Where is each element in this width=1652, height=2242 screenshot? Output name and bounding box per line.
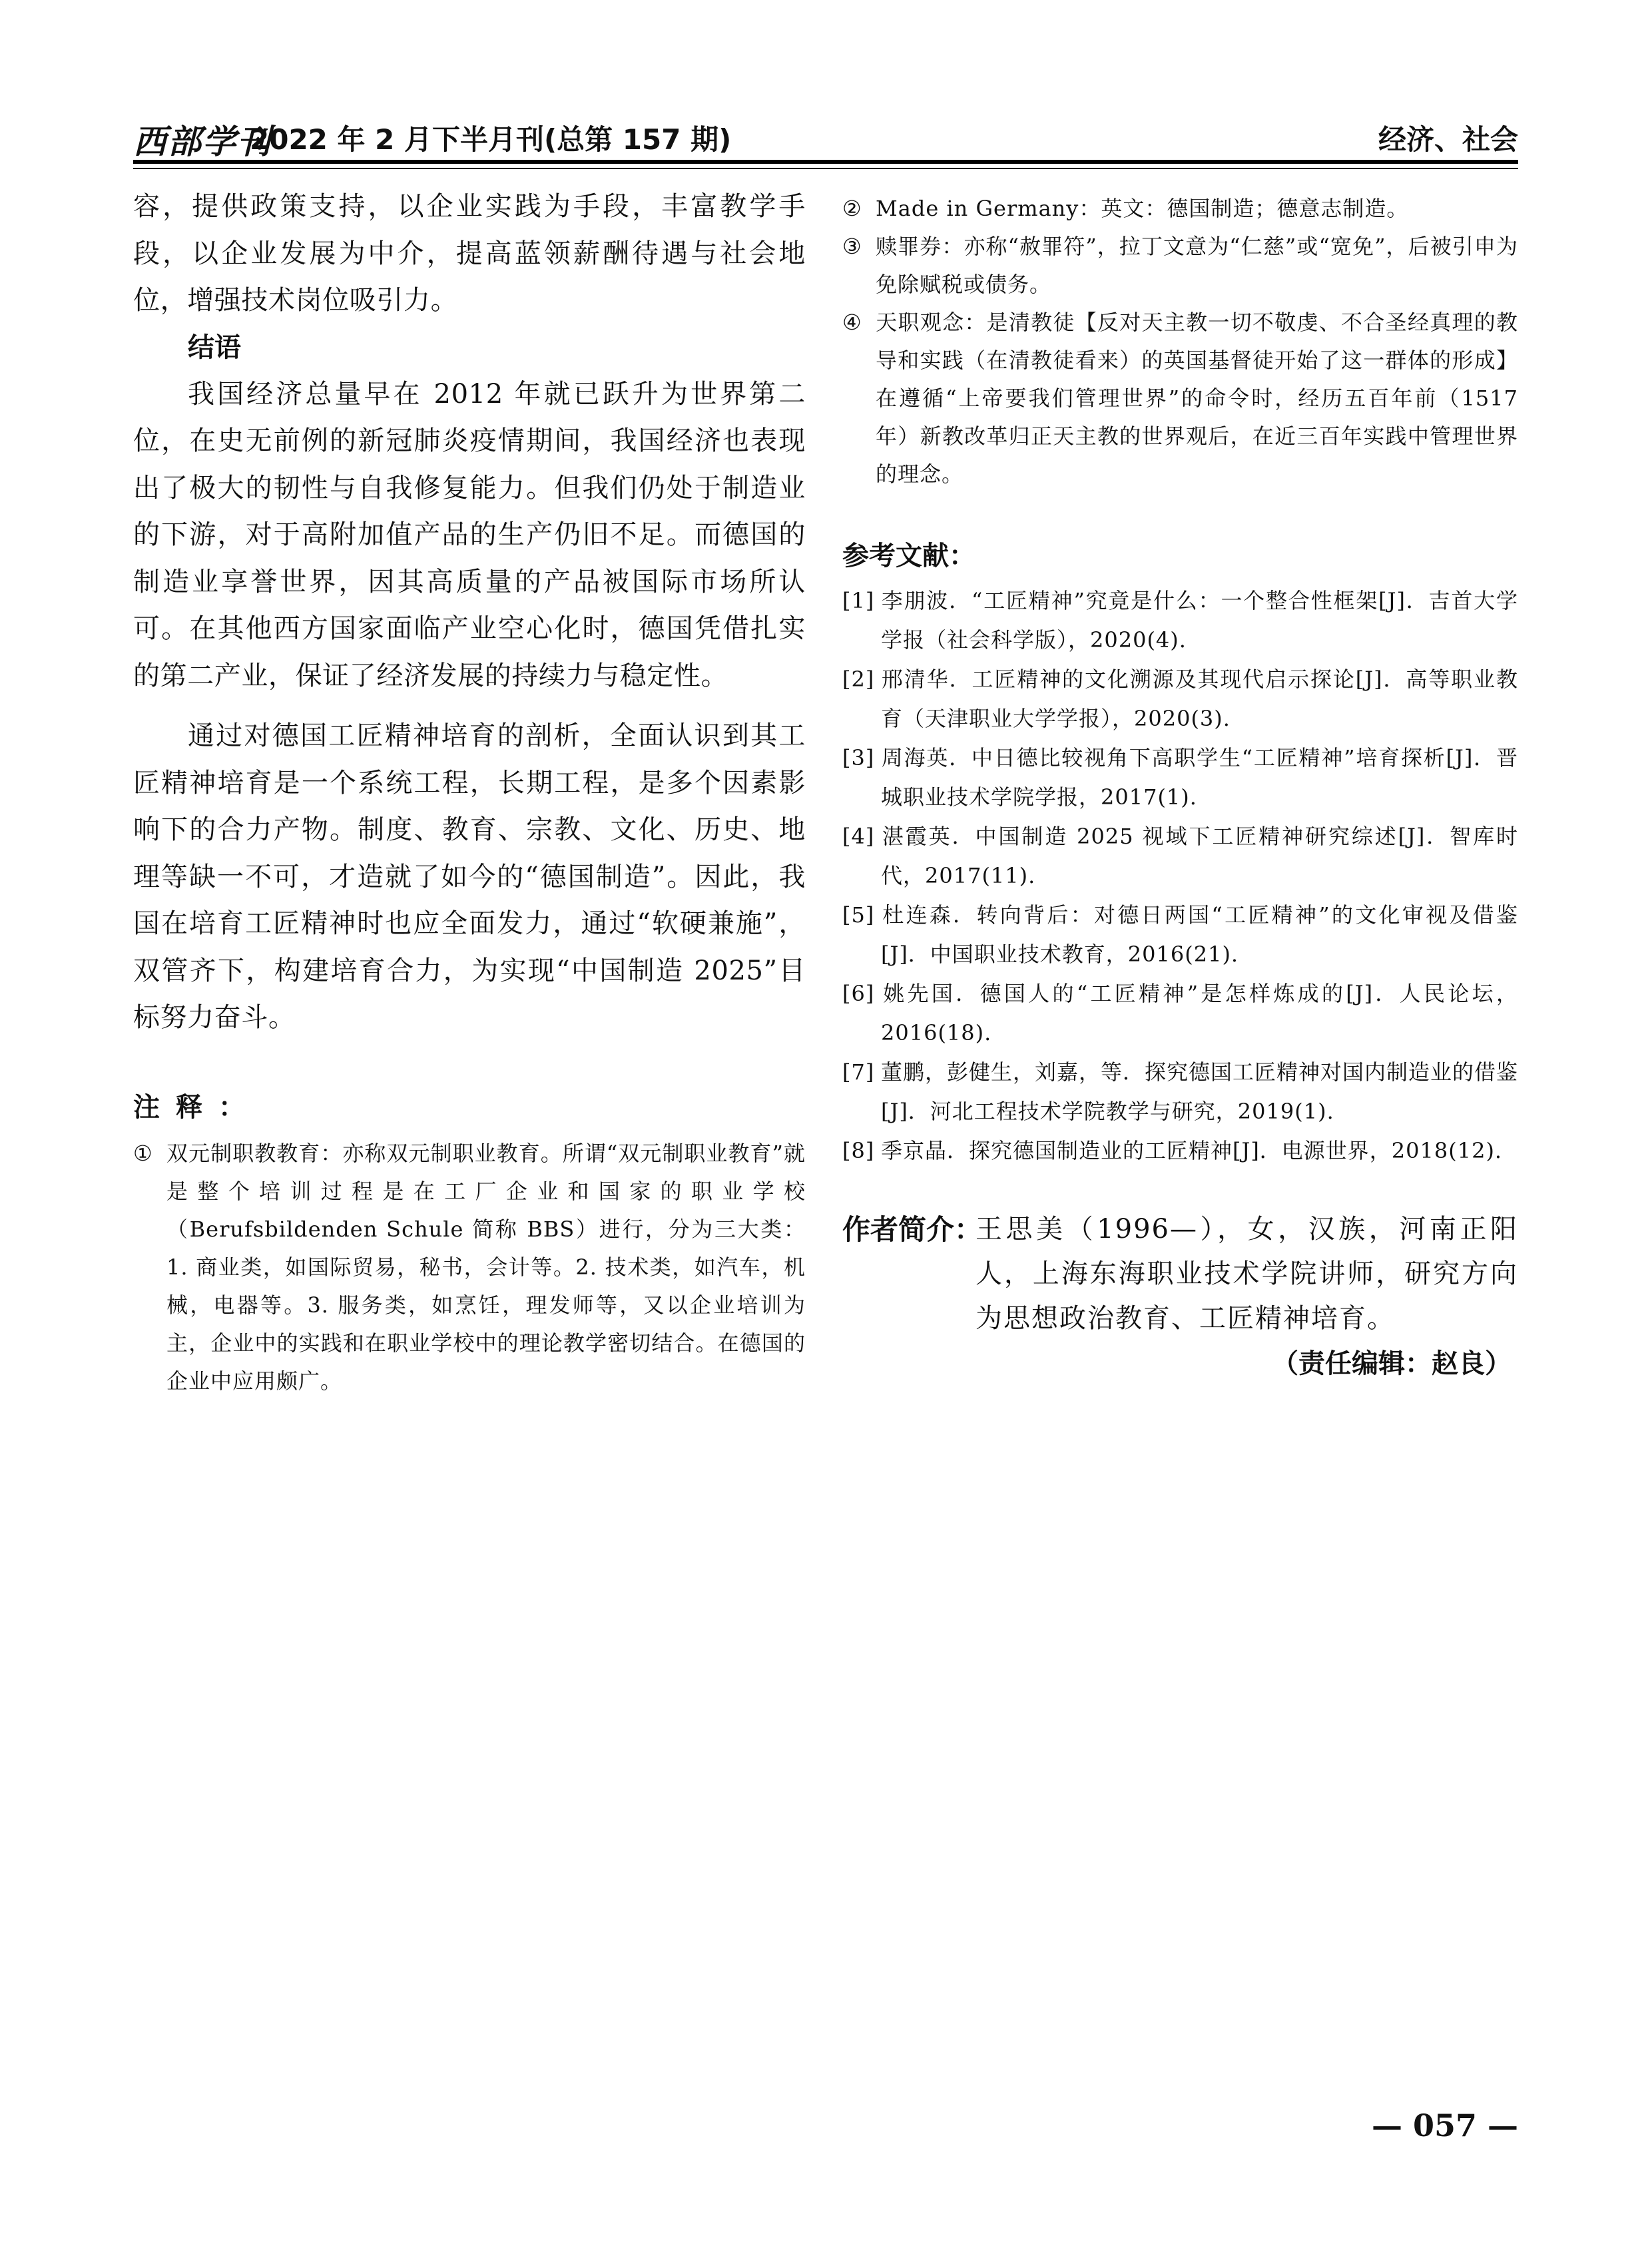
references-heading: 参考文献： bbox=[842, 541, 975, 571]
reference-text: 周海英．中日德比较视角下高职学生“工匠精神”培育探析[J]．晋城职业技术学院学报，2017(1). bbox=[881, 745, 1518, 810]
footnote-text: 双元制职教教育：亦称双元制职业教育。所谓“双元制职业教育”就是整个培训过程是在工厂企业和国家的职业学校（Berufsbildenden Schule 简称 BBS）进行，分为三大类：1. 商业类，如国际贸易，秘书，会计等。2. 技术类，如汽车，机械，电器等。3. 服务类，如烹饪，理发师等，又以企业培训为主，企业中的实践和在职业学校中的理论教学密切结合。在德国的企业中应用颇广。 bbox=[166, 1140, 806, 1394]
footnote-number: ④ bbox=[842, 310, 862, 335]
body-paragraph-3: 通过对德国工匠精神培育的剖析，全面认识到其工匠精神培育是一个系统工程，长期工程，是多个因素影响下的合力产物。制度、教育、宗教、文化、历史、地理等缺一不可，才造就了如今的“德国制造”。因此，我国在培育工匠精神时也应全面发力，通过“软硬兼施”，双管齐下，构建培育合力，为实现“中国制造 2025”目标努力奋斗。 bbox=[133, 720, 806, 1033]
body-paragraph-2: 我国经济总量早在 2012 年就已跃升为世界第二位，在史无前例的新冠肺炎疫情期间，我国经济也表现出了极大的韧性与自我修复能力。但我们仍处于制造业的下游，对于高附加值产品的生产仍旧不足。而德国的制造业享誉世界，因其高质量的产品被国际市场所认可。在其他西方国家面临产业空心化时，德国凭借扎实的第二产业，保证了经济发展的持续力与稳定性。 bbox=[133, 378, 806, 691]
running-header bbox=[133, 110, 1518, 161]
footnote-number: ③ bbox=[842, 234, 862, 259]
conclusion-heading: 结语 bbox=[188, 332, 241, 363]
author-bio-text: 王思美（1996—），女，汉族，河南正阳人，上海东海职业技术学院讲师，研究方向为思想政治教育、工匠精神培育。 bbox=[975, 1214, 1518, 1334]
reference-item bbox=[842, 1053, 1518, 1131]
reference-text: 李朋波．“工匠精神”究竟是什么：一个整合性框架[J]．吉首大学学报（社会科学版），2020(4). bbox=[881, 588, 1518, 653]
reference-text: 董鹏，彭健生，刘嘉，等．探究德国工匠精神对国内制造业的借鉴[J]．河北工程技术学院教学与研究，2019(1). bbox=[881, 1059, 1519, 1124]
reference-number: [2] bbox=[842, 667, 875, 692]
journal-name: 西部学刊 bbox=[133, 122, 272, 161]
footnote-text: 天职观念：是清教徒【反对天主教一切不敬虔、不合圣经真理的教导和实践（在清教徒看来）的英国基督徒开始了这一群体的形成】在遵循“上帝要我们管理世界”的命令时，经历五百年前（1517 年）新教改革归正天主教的世界观后，在近三百年实践中管理世界的理念。 bbox=[876, 310, 1518, 487]
reference-number: [6] bbox=[842, 981, 875, 1006]
footnote-1 bbox=[133, 1135, 806, 1400]
header-rule-thin bbox=[133, 168, 1518, 169]
reference-text: 湛霞英．中国制造 2025 视域下工匠精神研究综述[J]．智库时代，2017(11). bbox=[881, 824, 1518, 888]
footnote-4 bbox=[842, 304, 1518, 493]
reference-item bbox=[842, 1131, 1518, 1171]
reference-text: 姚先国．德国人的“工匠精神”是怎样炼成的[J]．人民论坛，2016(18). bbox=[881, 981, 1518, 1045]
reference-number: [1] bbox=[842, 588, 875, 613]
reference-text: 邢清华．工匠精神的文化溯源及其现代启示探论[J]．高等职业教育（天津职业大学学报），2020(3). bbox=[881, 667, 1518, 731]
reference-number: [3] bbox=[842, 745, 875, 770]
reference-item bbox=[842, 817, 1518, 896]
reference-text: 杜连森．转向背后：对德日两国“工匠精神”的文化审视及借鉴[J]．中国职业技术教育，2016(21). bbox=[881, 902, 1518, 967]
reference-number: [7] bbox=[842, 1059, 875, 1085]
footnote-3 bbox=[842, 228, 1518, 304]
reference-item bbox=[842, 581, 1518, 660]
header-rule bbox=[133, 160, 1518, 164]
footnote-text: 赎罪券：亦称“赦罪符”，拉丁文意为“仁慈”或“宽免”，后被引申为免除赋税或债务。 bbox=[876, 234, 1518, 297]
reference-number: [4] bbox=[842, 824, 875, 849]
reference-number: [8] bbox=[842, 1138, 875, 1163]
right-column bbox=[842, 190, 1518, 1384]
footnote-number: ② bbox=[842, 196, 862, 221]
reference-item bbox=[842, 896, 1518, 974]
notes-heading: 注释： bbox=[133, 1091, 261, 1123]
reference-number: [5] bbox=[842, 902, 875, 928]
reference-text: 季京晶．探究德国制造业的工匠精神[J]．电源世界，2018(12). bbox=[881, 1138, 1503, 1163]
body-paragraph-1: 容，提供政策支持，以企业实践为手段，丰富教学手段，以企业发展为中介，提高蓝领薪酬待遇与社会地位，增强技术岗位吸引力。 bbox=[133, 191, 806, 316]
issue-info: 2022 年 2 月下半月刊(总第 157 期) bbox=[250, 123, 732, 156]
left-column bbox=[133, 183, 806, 1400]
section-name: 经济、社会 bbox=[1378, 123, 1518, 156]
footnote-text: Made in Germany：英文：德国制造；德意志制造。 bbox=[876, 196, 1409, 221]
reference-item bbox=[842, 974, 1518, 1053]
author-bio bbox=[842, 1207, 1518, 1341]
reference-item bbox=[842, 738, 1518, 817]
reference-item bbox=[842, 660, 1518, 738]
responsible-editor: （责任编辑：赵良） bbox=[1272, 1348, 1512, 1379]
author-bio-label: 作者简介： bbox=[842, 1213, 983, 1246]
footnote-2 bbox=[842, 190, 1518, 228]
footnote-number: ① bbox=[133, 1140, 153, 1166]
page-number: — 057 — bbox=[1371, 2107, 1518, 2143]
